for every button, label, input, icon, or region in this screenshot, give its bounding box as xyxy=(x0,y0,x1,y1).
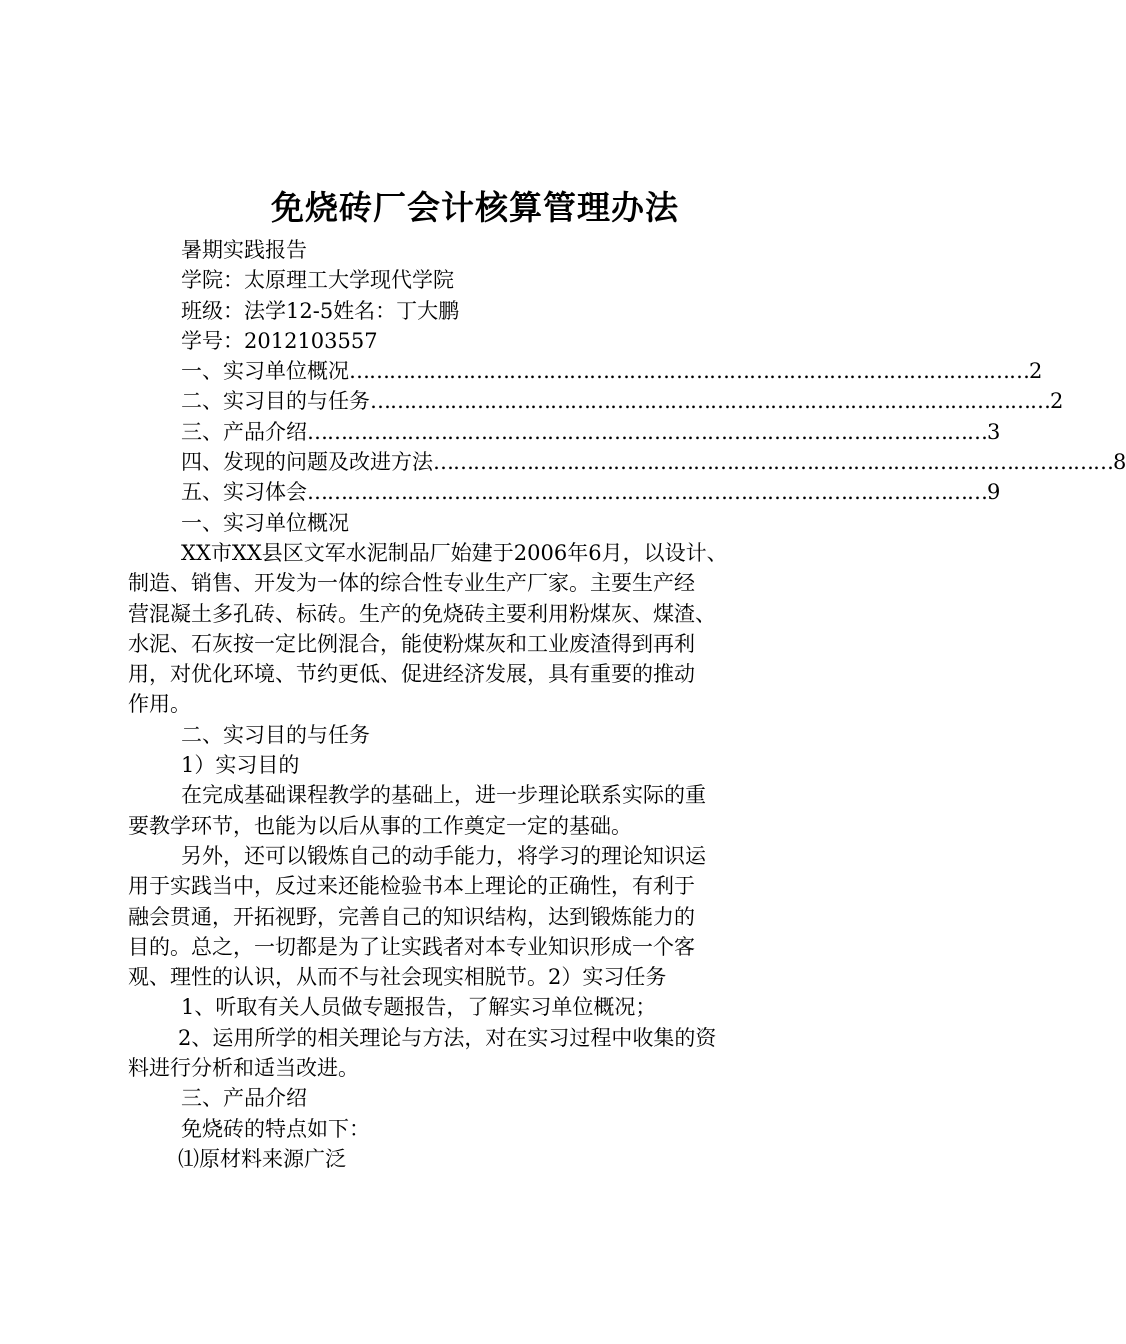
section-3-heading: 三、产品介绍 xyxy=(181,1086,307,1111)
task-item-1: 1、听取有关人员做专题报告，了解实习单位概况； xyxy=(181,995,657,1020)
section-1-heading: 一、实习单位概况 xyxy=(181,510,349,535)
student-id-line: 学号：2012103557 xyxy=(181,328,378,353)
toc-label: 一、实习单位概况 xyxy=(181,359,349,384)
toc-page: 2 xyxy=(1050,389,1064,414)
toc-entry-2 xyxy=(128,386,1064,416)
paragraph-line: 营混凝土多孔砖、标砖。生产的免烧砖主要利用粉煤灰、煤渣、 xyxy=(128,601,716,626)
feature-item-1: ⑴原材料来源广泛 xyxy=(178,1146,346,1171)
report-type-line: 暑期实践报告 xyxy=(181,238,307,262)
purpose-paragraph-1 xyxy=(128,780,833,841)
section-1-paragraph xyxy=(128,538,833,720)
toc-page: 2 xyxy=(1029,359,1043,384)
toc-entry-1 xyxy=(128,356,1043,386)
toc-entry-5 xyxy=(128,477,1001,507)
toc-leader: ………………………………………………………………………………………… xyxy=(349,359,1029,384)
paragraph-line: 料进行分析和适当改进。 xyxy=(128,1056,359,1081)
toc-entry-3 xyxy=(128,417,1001,447)
college-line: 学院：太原理工大学现代学院 xyxy=(181,268,454,293)
paragraph-line: 观、理性的认识，从而不与社会现实相脱节。2）实习任务 xyxy=(128,965,667,990)
document-body xyxy=(128,235,1126,1174)
class-name-line: 班级：法学12-5姓名：丁大鹏 xyxy=(181,298,460,323)
paragraph-line: 用，对优化环境、节约更低、促进经济发展，具有重要的推动 xyxy=(128,662,695,687)
paragraph-line: 目的。总之，一切都是为了让实践者对本专业知识形成一个客 xyxy=(128,934,695,959)
toc-label: 四、发现的问题及改进方法 xyxy=(181,450,433,475)
toc-leader: ………………………………………………………………………………………… xyxy=(307,419,987,444)
purpose-heading: 1）实习目的 xyxy=(181,753,300,778)
toc-label: 二、实习目的与任务 xyxy=(181,389,370,414)
toc-label: 五、实习体会 xyxy=(181,480,307,505)
task-item-2 xyxy=(128,1023,833,1084)
paragraph-line: 2、运用所学的相关理论与方法，对在实习过程中收集的资 xyxy=(178,1025,717,1050)
section-2-heading: 二、实习目的与任务 xyxy=(181,722,370,747)
toc-leader: ………………………………………………………………………………………… xyxy=(307,480,987,505)
purpose-paragraph-2 xyxy=(128,841,833,992)
paragraph-line: 作用。 xyxy=(128,692,191,717)
toc-page: 3 xyxy=(987,419,1001,444)
paragraph-line: 制造、销售、开发为一体的综合性专业生产厂家。主要生产经 xyxy=(128,571,695,596)
toc-label: 三、产品介绍 xyxy=(181,419,307,444)
paragraph-line: XX市XX县区文军水泥制品厂始建于2006年6月，以设计、 xyxy=(181,540,728,565)
toc-leader: ………………………………………………………………………………………… xyxy=(433,450,1113,475)
document-title: 免烧砖厂会计核算管理办法 xyxy=(271,188,679,227)
paragraph-line: 用于实践当中，反过来还能检验书本上理论的正确性，有利于 xyxy=(128,874,695,899)
toc-entry-4 xyxy=(128,447,1126,477)
toc-page: 8 xyxy=(1113,450,1126,475)
paragraph-line: 在完成基础课程教学的基础上，进一步理论联系实际的重 xyxy=(181,783,706,808)
paragraph-line: 融会贯通，开拓视野，完善自己的知识结构，达到锻炼能力的 xyxy=(128,904,695,929)
paragraph-line: 要教学环节，也能为以后从事的工作奠定一定的基础。 xyxy=(128,813,632,838)
toc-page: 9 xyxy=(987,480,1001,505)
paragraph-line: 另外，还可以锻炼自己的动手能力，将学习的理论知识运 xyxy=(181,843,706,868)
features-intro: 免烧砖的特点如下： xyxy=(181,1116,370,1141)
toc-leader: ………………………………………………………………………………………… xyxy=(370,389,1050,414)
paragraph-line: 水泥、石灰按一定比例混合，能使粉煤灰和工业废渣得到再利 xyxy=(128,631,695,656)
